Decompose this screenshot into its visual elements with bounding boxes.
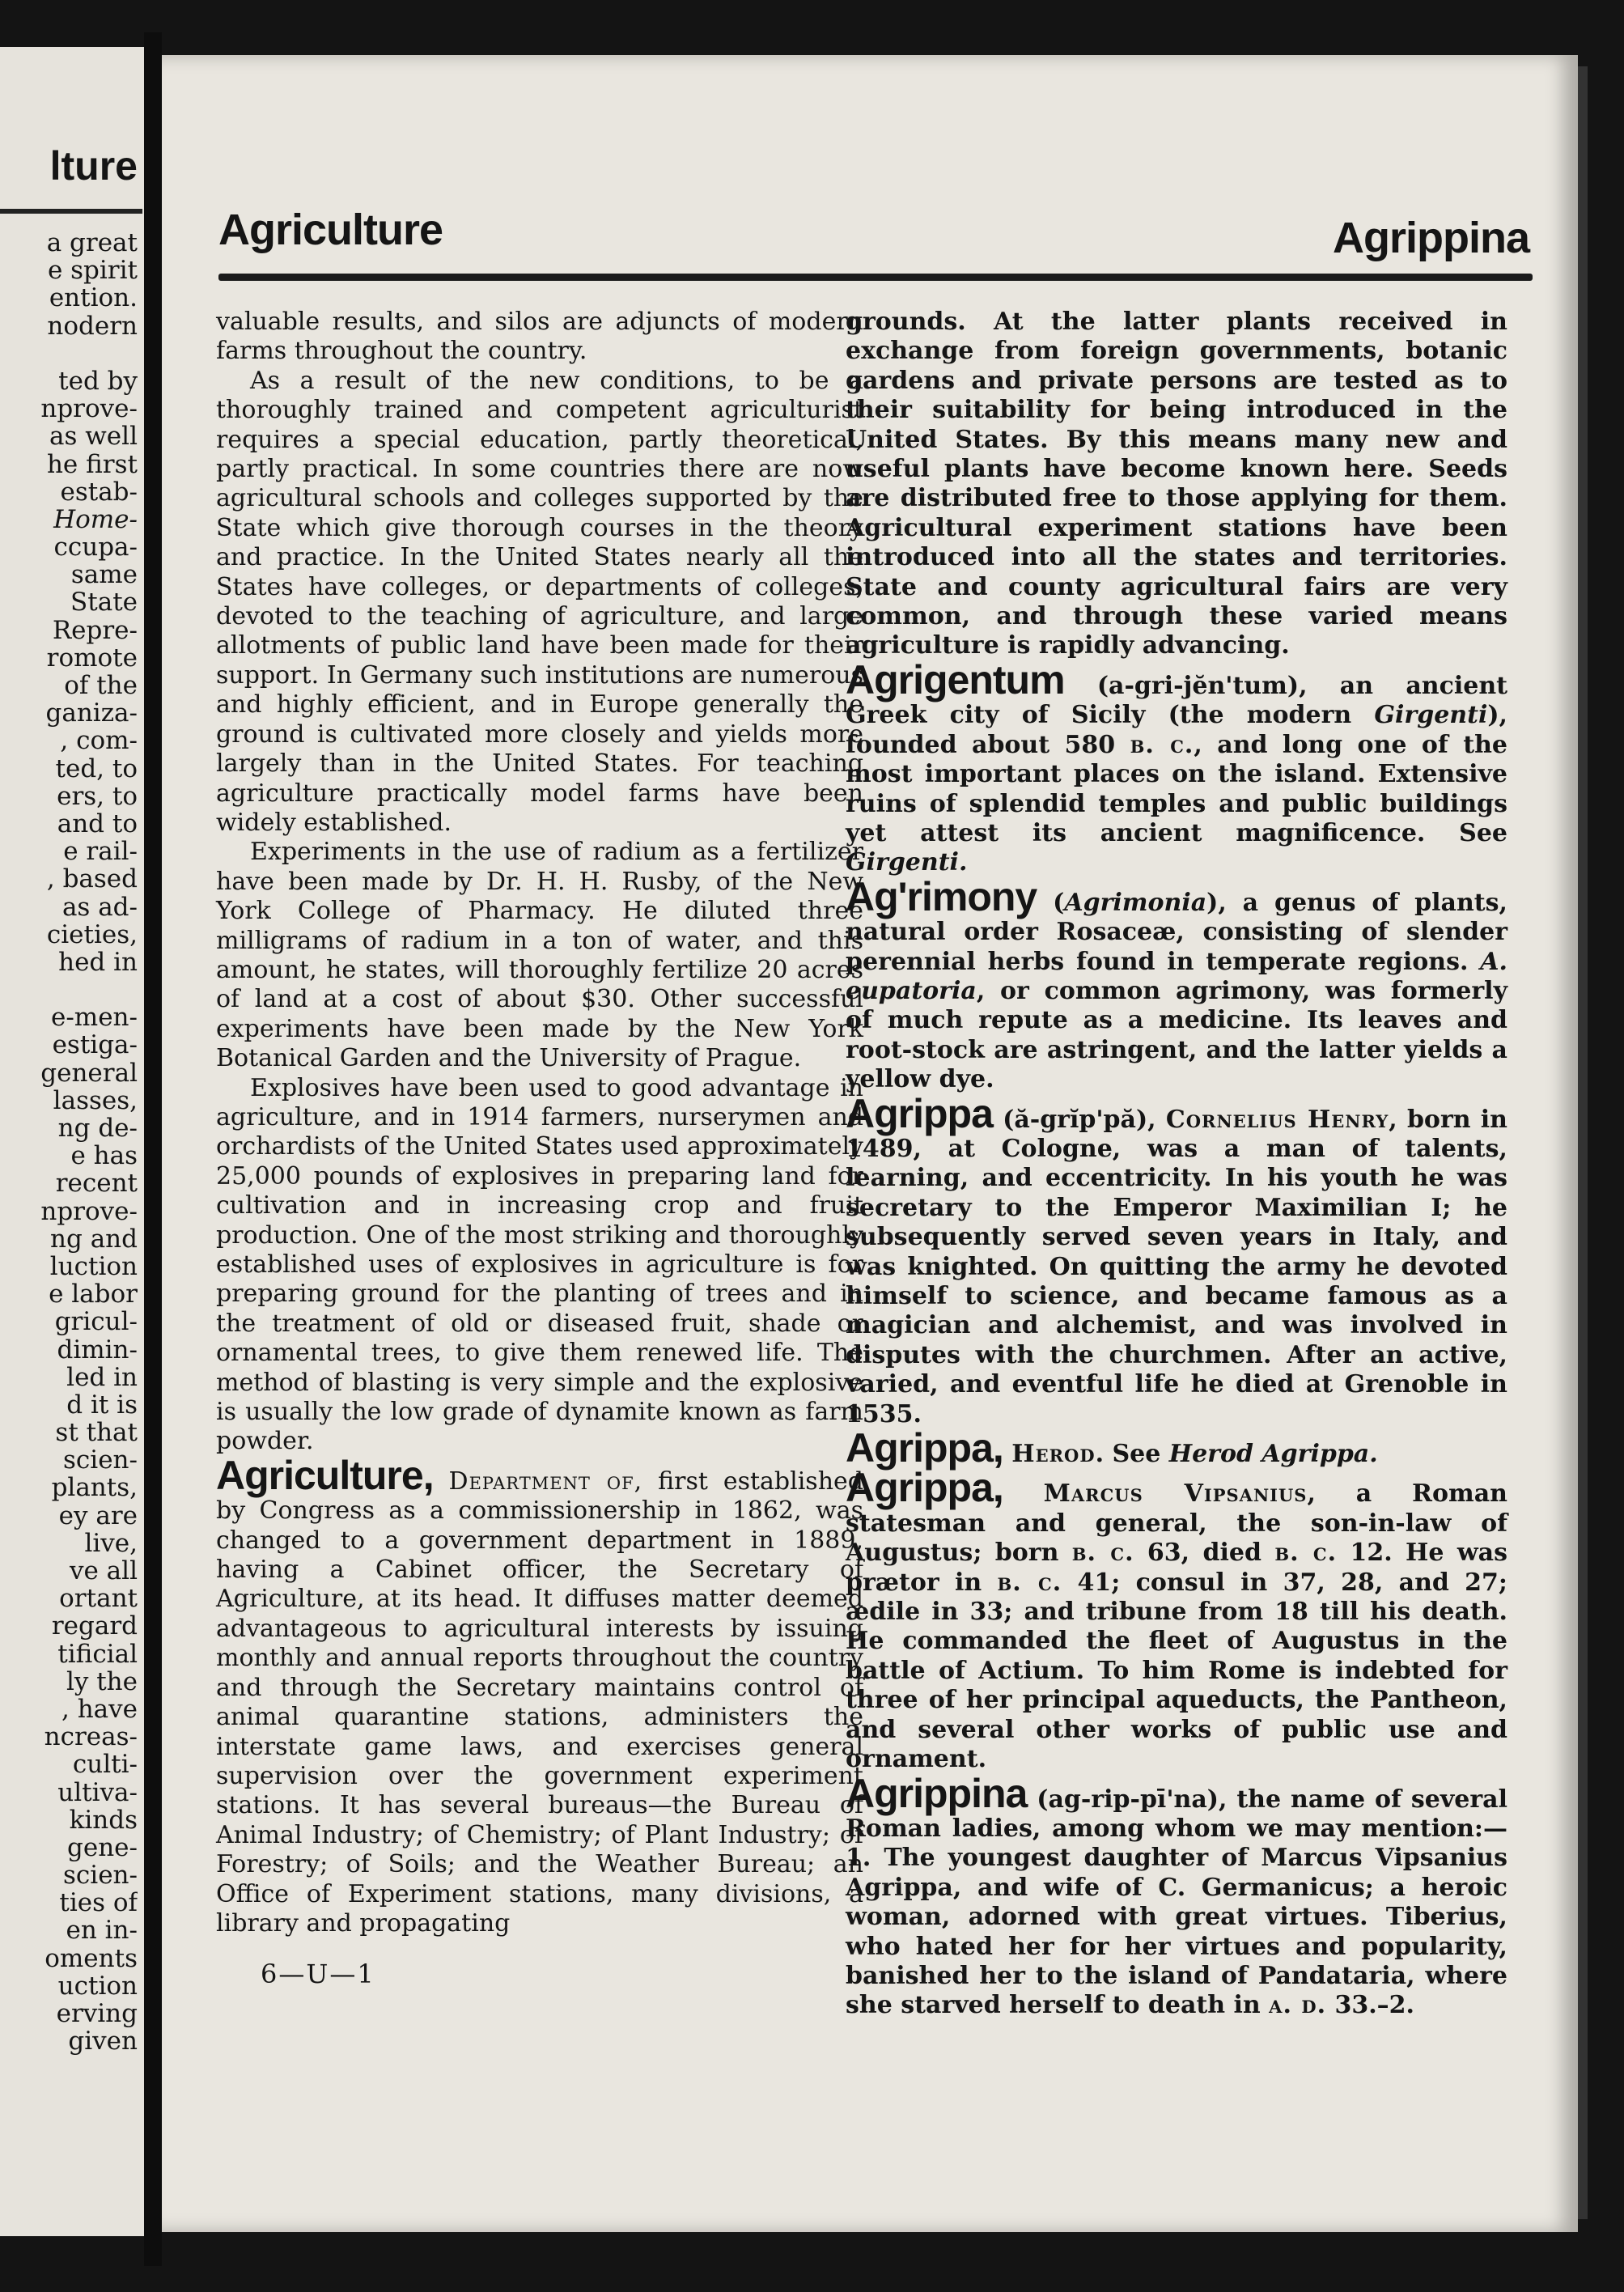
neighbor-page-line: e labor — [49, 1280, 138, 1309]
page-edge — [1576, 66, 1588, 2219]
neighbor-page-line: ers, to — [57, 782, 138, 810]
entry-italic: Agrimonia — [1064, 888, 1207, 917]
cross-reference: Girgenti. — [846, 848, 968, 877]
neighbor-page-line: ortant — [59, 1585, 138, 1613]
entry-text: first established by Congress as a commissionership in 1862, was changed to a government department in 1889, having a Cabinet officer, the Secretary of Agriculture, at its head. It diffuses matter deemed advantageous to agricultural interests by issuing monthly and annual reports throughout the country and through the Secretary maintains control of animal quarantine stations, administers the interstate game laws, and exercises general supervision over the government experiment stations. It has several bureaus—the Bureau of Animal Industry; of Chemistry; of Plant Industry; of Forestry; of Soils; and the Weather Bureau; an Office of Experiment stations, many divisions, a library and propagating — [216, 1466, 863, 1938]
neighbor-page-line: general — [40, 1059, 138, 1087]
neighbor-page-line: ties of — [59, 1889, 138, 1917]
neighbor-page-line: he first — [46, 450, 138, 478]
training-paragraph: As a result of the new conditions, to be a thoroughly trained and competent agriculturist requires a special education, partly theoretical, partly practical. In some countries there are now agricultural schools and colleges supported by the State which give thorough courses in the theory and practice. In the United States nearly all the States have colleges, or departments of colleges, devoted to the teaching of agriculture, and large allotments of public land have been made for their support. In Germany such institutions are numerous and highly efficient, and in Europe generally the ground is cultivated more closely and yields more largely than in the United States. For teaching agriculture practically model farms have been widely established. — [216, 366, 863, 837]
entry-text: 63, died — [1134, 1539, 1275, 1568]
neighbor-page-line: a great — [46, 229, 138, 257]
neighbor-page-line: led in — [66, 1363, 138, 1391]
neighbor-page-heading: lture — [49, 143, 138, 189]
neighbor-page-line: luction — [49, 1252, 138, 1281]
neighbor-page-line: ng and — [50, 1225, 138, 1253]
entry-name: Herod — [1011, 1440, 1096, 1469]
neighbor-page-line: cieties, — [46, 920, 138, 949]
neighbor-page-line — [0, 340, 138, 367]
neighbor-page-line: culti- — [72, 1751, 138, 1779]
neighbor-page-line: e spirit — [47, 257, 138, 285]
headword: Ag'rimony — [846, 873, 1037, 919]
neighbor-page-line: estab- — [60, 478, 138, 506]
entry-agrippina — [846, 1770, 1507, 2021]
explosives-paragraph: Explosives have been used to good advantage in agriculture, and in 1914 farmers, nurserymen and orchardists of the United States used approximately 25,000 pounds of explosives in preparing land for cultivation and in increasing crop and fruit production. One of the most striking and thoroughly established uses of explosives in agriculture is for preparing ground for the planting of trees and in the treatment of old or diseased fruit, shade or ornamental trees, to give them renewed life. The method of blasting is very simple and the explosive is usually the low grade of dynamite known as farm powder. — [216, 1073, 863, 1456]
neighbor-page-line: erving — [56, 2000, 138, 2028]
era-abbrev: b. c. — [997, 1568, 1062, 1597]
neighbor-page-line: , based — [46, 865, 138, 893]
neighbor-page-line: st that — [55, 1419, 138, 1447]
right-column — [846, 308, 1507, 2021]
entry-agrippa-herod — [846, 1425, 1507, 1471]
neighbor-page-line: e-men- — [50, 1004, 138, 1032]
neighbor-page-line: ey are — [58, 1501, 138, 1530]
neighbor-page-line: romote — [46, 643, 138, 672]
book-gutter — [144, 32, 162, 2266]
headword: Agriculture, — [216, 1452, 434, 1498]
neighbor-page-line: lasses, — [53, 1086, 138, 1114]
continuation-paragraph: valuable results, and silos are adjuncts of modern farms throughout the country. — [216, 308, 863, 366]
continuation-paragraph: grounds. At the latter plants received in exchange from foreign governments, botanic gardens and private persons are tested as to their suitability for being introduced in the United States. By this means many new and useful plants have become known here. Seeds are distributed free to those applying for them. Agricultural experiment stations have been introduced into all the states and territories. State and county agricultural fairs are very common, and through these varied means agriculture is rapidly advancing. — [846, 308, 1507, 660]
neighbor-page-line: nprove- — [40, 1197, 138, 1225]
neighbor-page-line: kinds — [69, 1806, 138, 1834]
neighbor-page-line: as well — [49, 422, 138, 451]
guide-word-left: Agriculture — [218, 206, 443, 254]
entry-text: ), founded about 580 — [846, 701, 1507, 759]
neighbor-page-rule — [0, 209, 142, 214]
entry-text: . See — [1095, 1440, 1169, 1469]
neighbor-page-line: gricul- — [54, 1308, 138, 1336]
neighbor-page-line: d it is — [66, 1390, 138, 1420]
entry-agrippa-cornelius — [846, 1090, 1507, 1429]
neighbor-page-line: nprove- — [40, 395, 138, 423]
neighbor-page-line: ganiza- — [45, 699, 138, 728]
neighbor-page-line: as ad- — [61, 893, 138, 921]
entry-text: 33.–2. — [1326, 1991, 1414, 2020]
neighbor-page-line: and to — [57, 809, 138, 838]
headword: Agrigentum — [846, 656, 1065, 702]
entry-text: , born in 1489, at Cologne, was a man of talents, learning, and eccentricity. In his youth he was secretary to the Emperor Maximilian I; he subsequently served seven years in Italy, and was knighted. On quitting the army he devoted himself to science, and became famous as a magician and alchemist, and was involved in disputes with the churchmen. After an active, varied, and eventful life he died at Grenoble in 1535. — [846, 1105, 1507, 1428]
neighbor-page-line: uction — [57, 1972, 138, 2000]
cross-reference: Herod Agrippa. — [1168, 1440, 1378, 1469]
neighbor-page-line: ccupa- — [53, 533, 138, 562]
neighbor-page-line — [0, 976, 138, 1004]
running-head — [218, 148, 1529, 262]
entry-name: Marcus Vipsanius — [1043, 1479, 1308, 1509]
entry-agrimony — [846, 873, 1507, 1095]
neighbor-page-line: nodern — [47, 312, 138, 340]
neighbor-page-line: live, — [84, 1529, 138, 1557]
neighbor-page-line: dimin- — [57, 1335, 138, 1364]
neighbor-page-line: e rail- — [63, 838, 138, 866]
era-abbrev: b. c. — [1071, 1539, 1134, 1568]
neighbor-page-line: of the — [64, 672, 138, 700]
neighbor-page-line: Home- — [53, 505, 138, 534]
dictionary-page — [162, 55, 1578, 2232]
entry-text: , a Roman statesman and general, the son-in-law of Augustus; born — [846, 1479, 1507, 1568]
entry-agrigentum — [846, 656, 1507, 878]
era-abbrev: b. c. — [1274, 1539, 1338, 1568]
entry-italic: A. eupatoria — [846, 947, 1507, 1005]
headword: Agrippina — [846, 1770, 1028, 1816]
neighbor-page-strip — [0, 47, 144, 2236]
entry-text: 41; consul in 37, 28, and 27; ædile in 33; and tribune from 18 till his death. He commanded the fleet of Augustus in the battle of Actium. To him Rome is indebted for three of her principal aqueducts, the Pantheon, and several other works of public use and ornament. — [846, 1568, 1508, 1774]
headword: Agrippa, — [846, 1425, 1003, 1471]
folio-signature: 6—U—1 — [261, 1959, 375, 1990]
left-column — [216, 308, 863, 1989]
neighbor-page-line: Repre- — [52, 616, 138, 644]
neighbor-page-line: ve all — [69, 1557, 138, 1585]
neighbor-page-line: ncreas- — [44, 1723, 138, 1751]
subheadword: Department of, — [448, 1466, 643, 1496]
radium-paragraph: Experiments in the use of radium as a fertilizer have been made by Dr. H. H. Rusby, of the New York College of Pharmacy. He diluted three milligrams of radium in a ton of water, and this amount, he states, will thoroughly fertilize 20 acres of land at a cost of about $30. Other successful experiments have been made by the New York Botanical Garden and the University of Prague. — [216, 838, 863, 1073]
neighbor-page-line: , have — [61, 1695, 138, 1724]
neighbor-page-line: ng de- — [57, 1114, 138, 1143]
neighbor-page-line: tificial — [57, 1640, 138, 1668]
entry-text: , and long one of the most important places on the island. Extensive ruins of splendid temples and public buildings yet attest its ancient magnificence. See — [846, 730, 1507, 847]
entry-agrippa-marcus — [846, 1465, 1508, 1774]
neighbor-page-line: recent — [55, 1169, 138, 1198]
neighbor-page-line: ted, to — [55, 754, 138, 783]
era-abbrev: b. c. — [1130, 730, 1194, 759]
entry-text: ( — [1037, 888, 1065, 917]
neighbor-page-line: hed in — [58, 948, 138, 977]
entry-name: Cornelius Henry — [1165, 1105, 1389, 1134]
headword: Agrippa — [846, 1090, 993, 1136]
headword: Agrippa, — [846, 1465, 1003, 1511]
entry-department-of-agriculture — [216, 1452, 863, 1939]
neighbor-page-line: scien- — [63, 1446, 138, 1475]
neighbor-page-line: ly the — [66, 1667, 138, 1696]
entry-italic: Girgenti — [1374, 701, 1488, 730]
neighbor-page-line: scien- — [63, 1861, 138, 1890]
neighbor-page-line: plants, — [51, 1474, 138, 1502]
neighbor-page-line: same — [70, 561, 138, 589]
entry-text: (a-gri-jĕn'tum), an ancient Greek city of Sicily (the modern — [846, 671, 1507, 730]
neighbor-page-line: ention. — [49, 284, 138, 312]
neighbor-page-text — [0, 229, 138, 2055]
neighbor-page-line: regard — [51, 1612, 138, 1640]
guide-word-right: Agrippina — [1333, 214, 1529, 262]
era-abbrev: a. d. — [1269, 1991, 1327, 2020]
entry-text: , or common agrimony, was formerly of much repute as a medicine. Its leaves and root-stock are astringent, and the latter yields a yellow dye. — [846, 976, 1507, 1094]
neighbor-page-line: en in- — [66, 1916, 138, 1945]
pronunciation: (ă-grĭp'pă), — [992, 1105, 1166, 1134]
neighbor-page-line: ted by — [58, 367, 138, 396]
neighbor-page-line: oments — [45, 1944, 138, 1972]
neighbor-page-line: given — [68, 2027, 138, 2056]
entry-text: 12. He was prætor in — [846, 1539, 1508, 1597]
entry-text: ), a genus of plants, natural order Rosaceæ, consisting of slender perennial herbs found in temperate regions. — [846, 888, 1507, 976]
neighbor-page-line: gene- — [67, 1833, 138, 1862]
header-rule — [218, 274, 1533, 281]
neighbor-page-line: e has — [70, 1142, 138, 1170]
neighbor-page-line: State — [70, 588, 138, 617]
neighbor-page-line: , com- — [60, 727, 138, 755]
neighbor-page-line: ultiva- — [57, 1778, 138, 1806]
entry-text: (ag-rip-pī'na), the name of several Roman ladies, among whom we may mention:—1. The youngest daughter of Marcus Vipsanius Agrippa, and wife of C. Germanicus; a heroic woman, adorned with great virtues. Tiberius, who hated her for her virtues and popularity, banished her to the island of Pandataria, where she starved herself to death in — [846, 1785, 1507, 2020]
neighbor-page-line: estiga- — [52, 1031, 138, 1059]
